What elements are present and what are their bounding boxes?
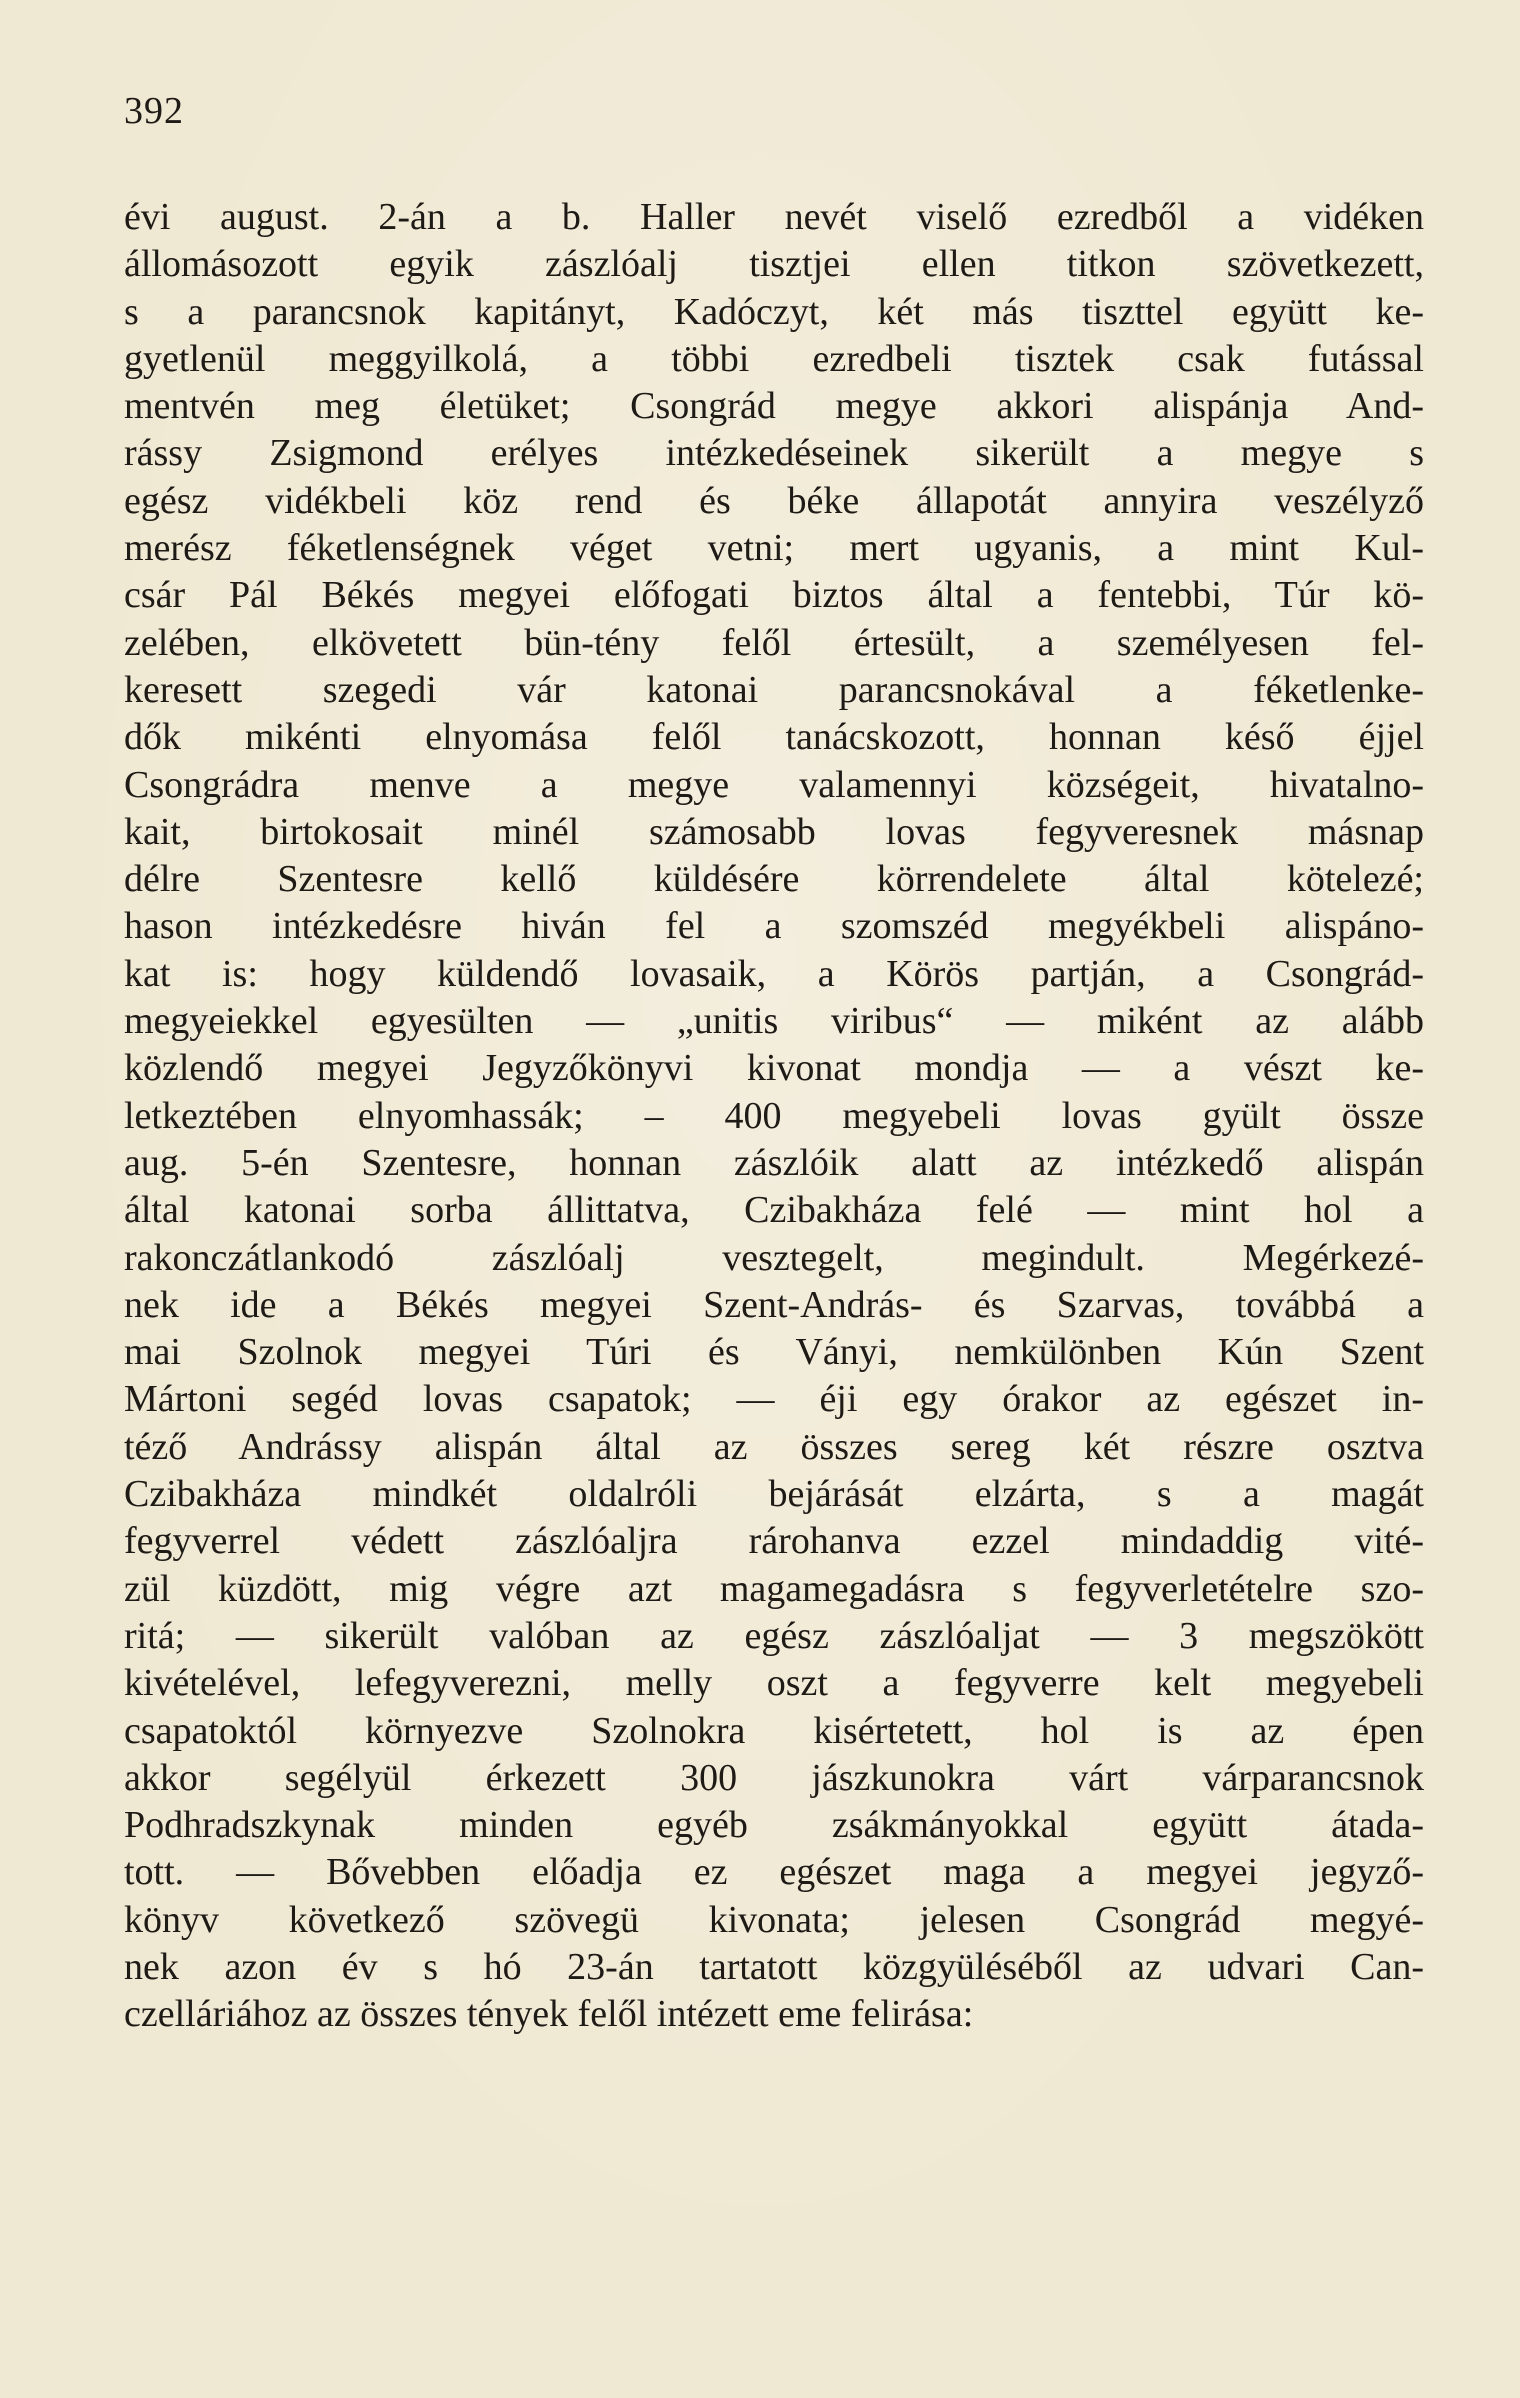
text-line: dők mikénti elnyomása felől tanácskozott, honnan késő éjjel	[124, 716, 1424, 759]
text-line: hason intézkedésre hiván fel a szomszéd megyékbeli alispáno-	[124, 905, 1424, 948]
text-line: csapatoktól környezve Szolnokra kisértetett, hol is az épen	[124, 1709, 1424, 1752]
text-line: délre Szentesre kellő küldésére körrendelete által kötelezé;	[124, 858, 1424, 901]
text-line: által katonai sorba állittatva, Czibakháza felé — mint hol a	[124, 1189, 1424, 1232]
text-line: letkeztében elnyomhassák; – 400 megyebeli lovas gyült össze	[124, 1094, 1424, 1137]
text-line: akkor segélyül érkezett 300 jászkunokra várt várparancsnok	[124, 1756, 1424, 1799]
text-line: tott. — Bővebben előadja ez egészet maga a megyei jegyző-	[124, 1851, 1424, 1894]
text-line: kat is: hogy küldendő lovasaik, a Körös partján, a Csongrád-	[124, 952, 1424, 995]
text-line: kivételével, lefegyverezni, melly oszt a fegyverre kelt megyebeli	[124, 1662, 1424, 1705]
text-line: rakonczátlankodó zászlóalj vesztegelt, megindult. Megérkezé-	[124, 1236, 1424, 1279]
text-line: nek azon év s hó 23-án tartatott közgyüléséből az udvari Can-	[124, 1945, 1424, 1988]
text-line: könyv következő szövegü kivonata; jelesen Csongrád megyé-	[124, 1898, 1424, 1941]
page-number: 392	[124, 90, 184, 132]
text-line: fegyverrel védett zászlóaljra rárohanva ezzel mindaddig vité-	[124, 1520, 1424, 1563]
text-line: kait, birtokosait minél számosabb lovas fegyveresnek másnap	[124, 810, 1424, 853]
text-line: téző Andrássy alispán által az összes sereg két részre osztva	[124, 1425, 1424, 1468]
text-line: merész féketlenségnek véget vetni; mert ugyanis, a mint Kul-	[124, 527, 1424, 570]
text-line: zelében, elkövetett bün-tény felől értesült, a személyesen fel-	[124, 621, 1424, 664]
text-line: mentvén meg életüket; Csongrád megye akkori alispánja And-	[124, 385, 1424, 428]
text-line: Mártoni segéd lovas csapatok; — éji egy órakor az egészet in-	[124, 1378, 1424, 1421]
body-text	[124, 194, 1424, 2039]
text-line: állomásozott egyik zászlóalj tisztjei ellen titkon szövetkezett,	[124, 243, 1424, 286]
text-line: rássy Zsigmond erélyes intézkedéseinek sikerült a megye s	[124, 432, 1424, 475]
text-line: mai Szolnok megyei Túri és Ványi, nemkülönben Kún Szent	[124, 1331, 1424, 1374]
text-line: Podhradszkynak minden egyéb zsákmányokkal együtt átada-	[124, 1804, 1424, 1847]
text-line: Csongrádra menve a megye valamennyi községeit, hivatalno-	[124, 763, 1424, 806]
text-line: nek ide a Békés megyei Szent-András- és Szarvas, továbbá a	[124, 1283, 1424, 1326]
text-line: egész vidékbeli köz rend és béke állapotát annyira veszélyző	[124, 479, 1424, 522]
text-line: gyetlenül meggyilkolá, a többi ezredbeli tisztek csak futással	[124, 337, 1424, 380]
text-line: czelláriához az összes tények felől intézett eme felirása:	[124, 1993, 974, 2036]
text-line: megyeiekkel egyesülten — „unitis viribus“ — miként az alább	[124, 1000, 1424, 1043]
text-line: zül küzdött, mig végre azt magamegadásra s fegyverletételre szo-	[124, 1567, 1424, 1610]
text-line: Czibakháza mindkét oldalróli bejárását elzárta, s a magát	[124, 1473, 1424, 1516]
text-line: közlendő megyei Jegyzőkönyvi kivonat mondja — a vészt ke-	[124, 1047, 1424, 1090]
text-line: ritá; — sikerült valóban az egész zászlóaljat — 3 megszökött	[124, 1614, 1424, 1657]
text-line: évi august. 2-án a b. Haller nevét viselő ezredből a vidéken	[124, 196, 1424, 238]
text-line: s a parancsnok kapitányt, Kadóczyt, két más tiszttel együtt ke-	[124, 290, 1424, 333]
text-line: keresett szegedi vár katonai parancsnokával a féketlenke-	[124, 668, 1424, 711]
text-line: csár Pál Békés megyei előfogati biztos által a fentebbi, Túr kö-	[124, 574, 1424, 617]
text-line: aug. 5-én Szentesre, honnan zászlóik alatt az intézkedő alispán	[124, 1141, 1424, 1184]
